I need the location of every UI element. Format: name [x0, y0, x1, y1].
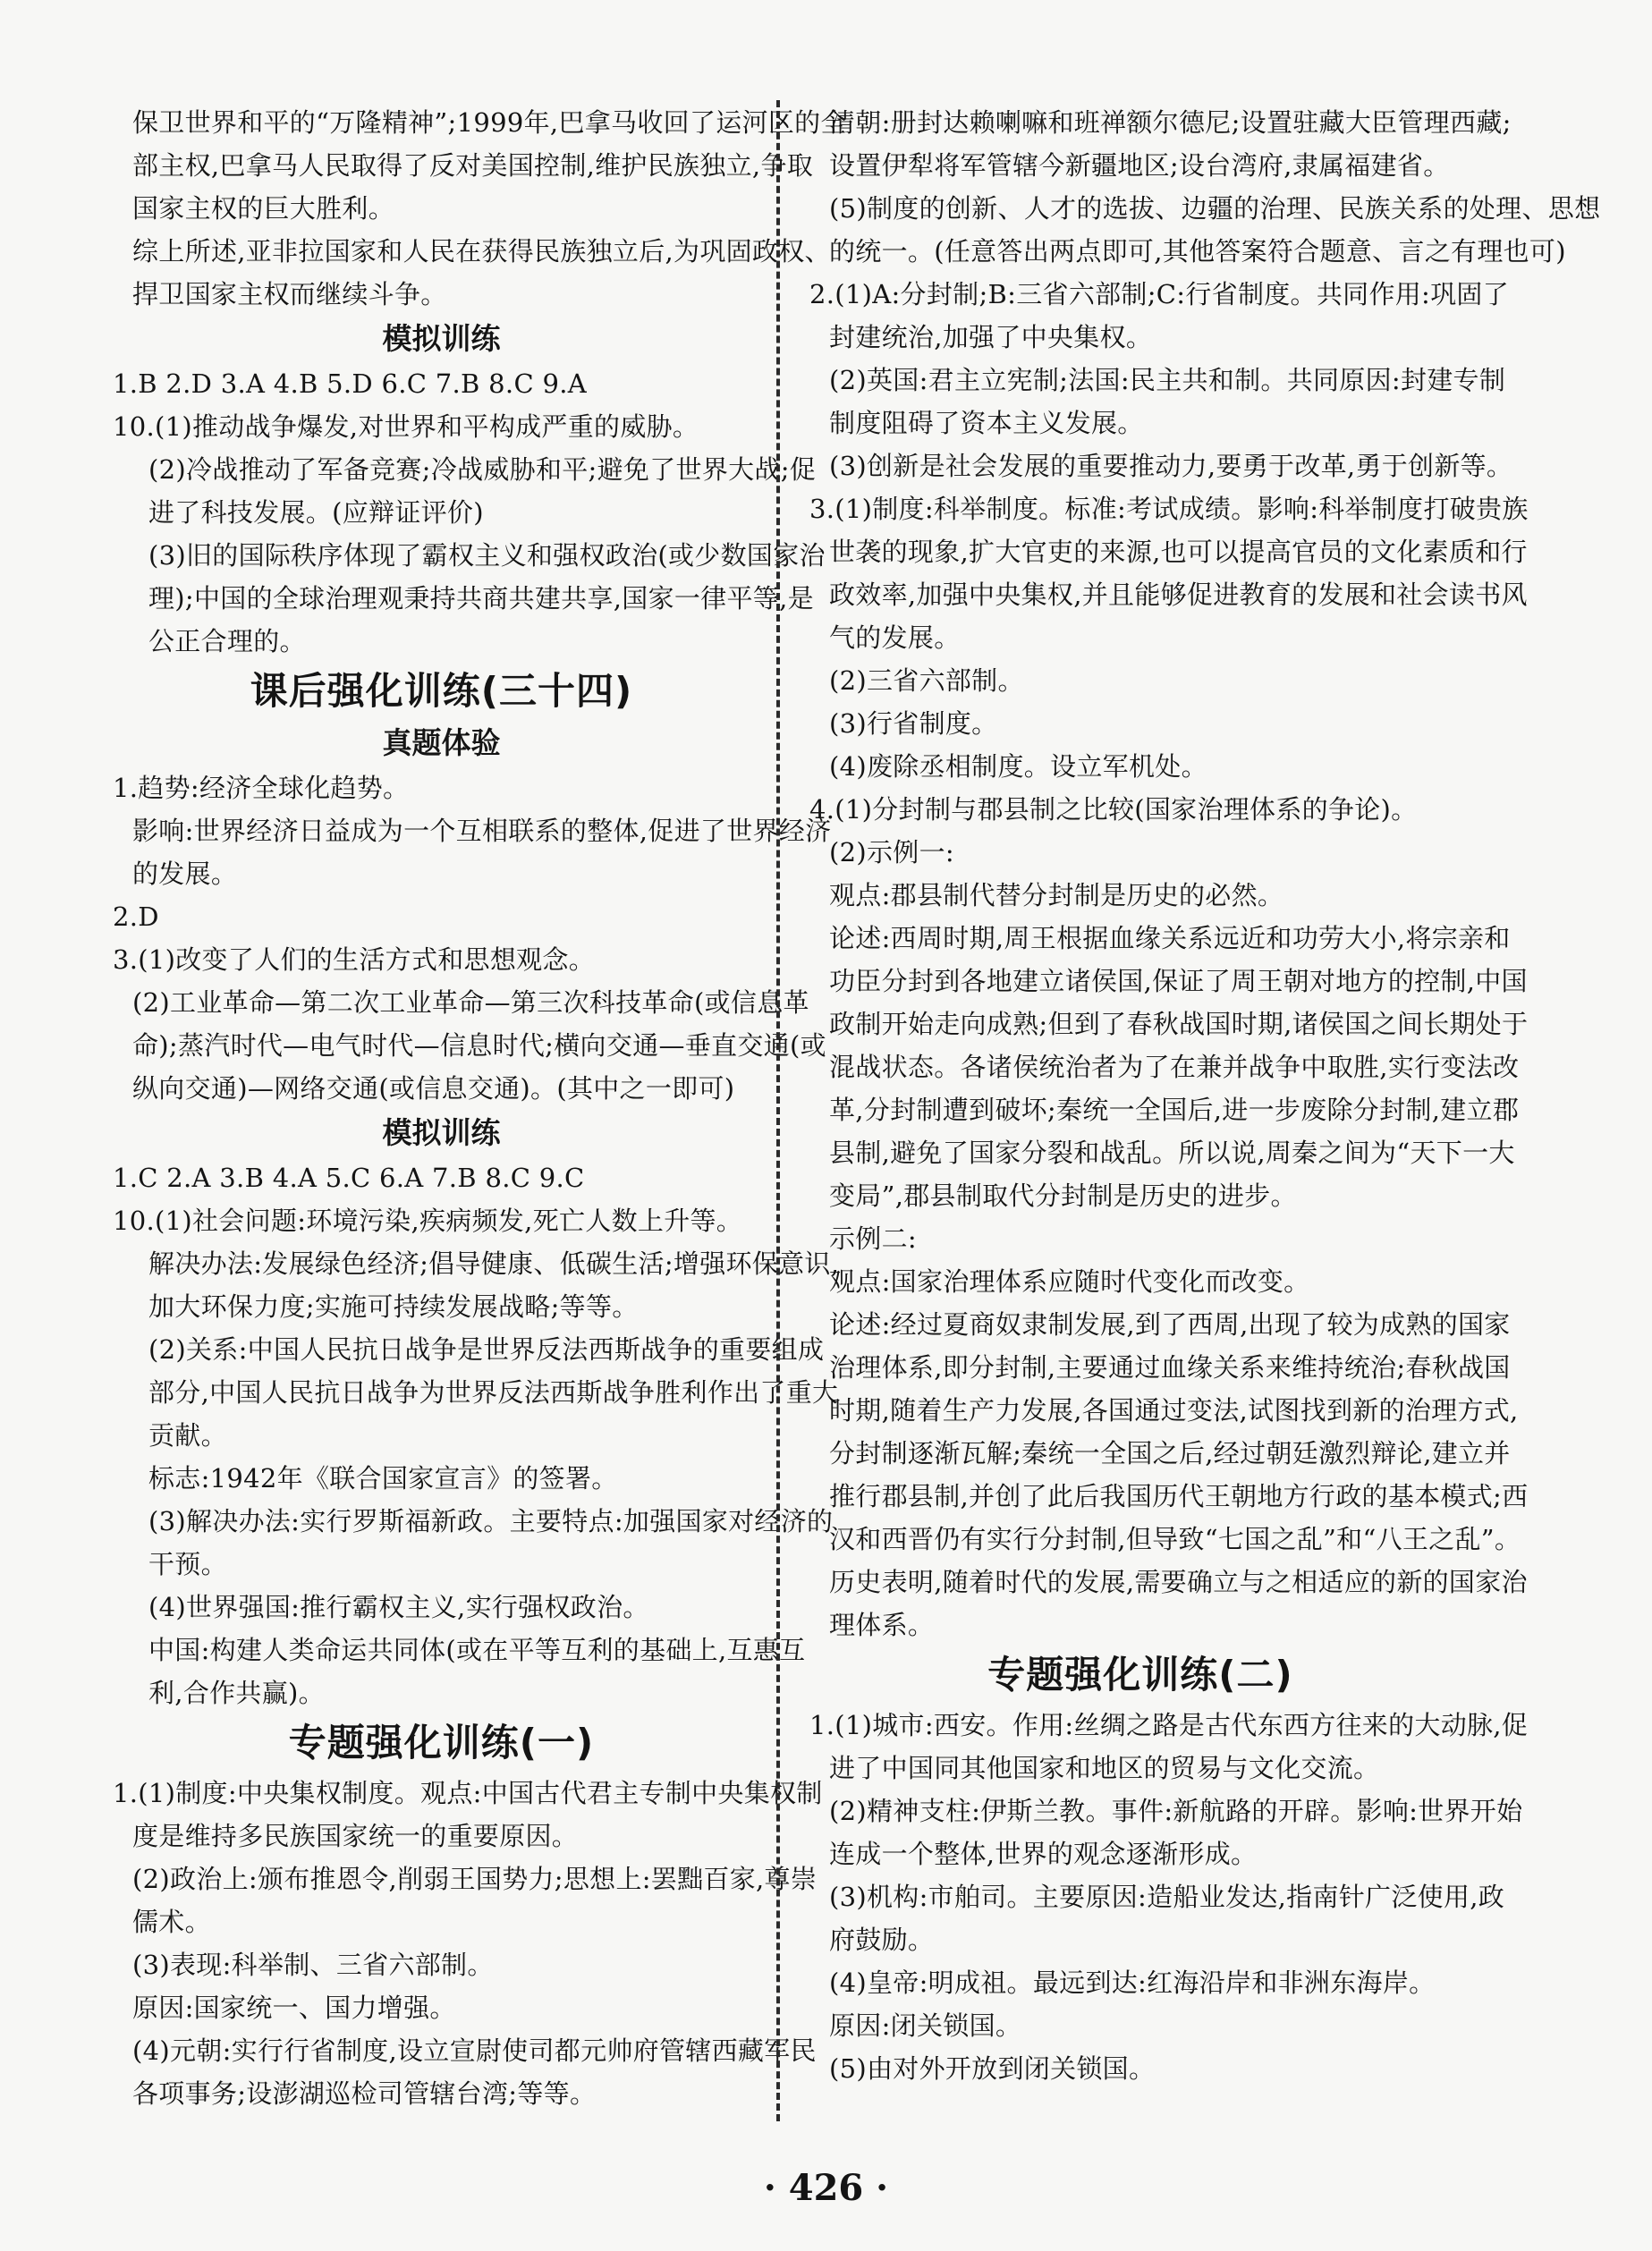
text-line: 10.(1)推动战争爆发,对世界和平构成严重的威胁。: [113, 411, 699, 442]
section-heading: 课后强化训练(三十四): [250, 669, 633, 713]
text-line: 设置伊犁将军管辖今新疆地区;设台湾府,隶属福建省。: [829, 150, 1450, 181]
section-heading: 专题强化训练(一): [288, 1721, 595, 1764]
text-line: 3.(1)制度:科举制度。标准:考试成绩。影响:科举制度打破贵族: [809, 494, 1529, 524]
text-line: (2)冷战推动了军备竞赛;冷战威胁和平;避免了世界大战;促: [148, 454, 817, 485]
text-line: (4)元朝:实行行省制度,设立宣尉使司都元帅府管辖西藏军民: [132, 2035, 817, 2066]
text-line: 4.(1)分封制与郡县制之比较(国家治理体系的争论)。: [809, 794, 1418, 825]
text-line: 度是维持多民族国家统一的重要原因。: [132, 1821, 579, 1851]
text-line: 1.(1)制度:中央集权制度。观点:中国古代君主专制中央集权制: [113, 1778, 823, 1808]
text-line: 利,合作共赢)。: [148, 1678, 325, 1708]
text-line: (2)关系:中国人民抗日战争是世界反法西斯战争的重要组成: [148, 1334, 825, 1365]
text-line: 时期,随着生产力发展,各国通过变法,试图找到新的治理方式,: [829, 1395, 1519, 1426]
text-line: (2)政治上:颁布推恩令,削弱王国势力;思想上:罢黜百家,尊崇: [132, 1864, 818, 1894]
text-line: 清朝:册封达赖喇嘛和班禅额尔德尼;设置驻藏大臣管理西藏;: [829, 107, 1512, 138]
text-line: 治理体系,即分封制,主要通过血缘关系来维持统治;春秋战国: [829, 1352, 1511, 1383]
text-line: (4)世界强国:推行霸权主义,实行强权政治。: [148, 1592, 649, 1622]
text-line: (3)解决办法:实行罗斯福新政。主要特点:加强国家对经济的: [148, 1506, 834, 1536]
text-line: (2)三省六部制。: [829, 665, 1024, 696]
text-line: 标志:1942年《联合国家宣言》的签署。: [148, 1463, 618, 1494]
text-line: (2)工业革命—第二次工业革命—第三次科技革命(或信息革: [132, 987, 809, 1018]
text-line: 1.趋势:经济全球化趋势。: [113, 773, 410, 803]
text-line: (5)制度的创新、人才的选拔、边疆的治理、民族关系的处理、思想: [829, 193, 1601, 224]
text-line: (3)旧的国际秩序体现了霸权主义和强权政治(或少数国家治: [148, 540, 826, 571]
text-line: 政效率,加强中央集权,并且能够促进教育的发展和社会读书风: [829, 580, 1528, 610]
left-column: [113, 101, 847, 2115]
text-line: 儒术。: [132, 1907, 211, 1937]
subsection-heading: 模拟训练: [382, 1115, 501, 1150]
text-line: (2)精神支柱:伊斯兰教。事件:新航路的开辟。影响:世界开始: [829, 1796, 1523, 1826]
text-line: 进了中国同其他国家和地区的贸易与文化交流。: [829, 1753, 1380, 1783]
subsection-heading: 模拟训练: [382, 321, 501, 356]
section-heading: 专题强化训练(二): [987, 1653, 1293, 1697]
text-line: 示例二:: [829, 1223, 917, 1254]
text-line: 制度阻碍了资本主义发展。: [829, 408, 1144, 438]
text-line: (3)创新是社会发展的重要推动力,要勇于改革,勇于创新等。: [829, 451, 1513, 481]
text-line: 保卫世界和平的“万隆精神”;1999年,巴拿马收回了运河区的全: [132, 107, 847, 138]
text-line: 理);中国的全球治理观秉持共商共建共享,国家一律平等,是: [148, 583, 814, 614]
text-line: 封建统治,加强了中央集权。: [829, 322, 1153, 352]
text-line: 干预。: [148, 1549, 227, 1579]
right-column: [809, 101, 1601, 2090]
text-line: 部分,中国人民抗日战争为世界反法西斯战争胜利作出了重大: [148, 1377, 839, 1408]
text-line: 纵向交通)—网络交通(或信息交通)。(其中之一即可): [132, 1073, 735, 1104]
text-line: 贡献。: [148, 1420, 227, 1451]
text-line: 变局”,郡县制取代分封制是历史的进步。: [829, 1181, 1297, 1211]
text-line: 2.(1)A:分封制;B:三省六部制;C:行省制度。共同作用:巩固了: [809, 279, 1510, 309]
text-line: 各项事务;设澎湖巡检司管辖台湾;等等。: [132, 2078, 597, 2109]
text-line: 推行郡县制,并创了此后我国历代王朝地方行政的基本模式;西: [829, 1481, 1529, 1511]
text-line: 理体系。: [829, 1610, 935, 1640]
text-line: 解决办法:发展绿色经济;倡导健康、低碳生活;增强环保意识,: [148, 1248, 840, 1279]
text-line: (3)表现:科举制、三省六部制。: [132, 1950, 494, 1980]
text-line: 进了科技发展。(应辩证评价): [148, 497, 484, 528]
text-line: 论述:西周时期,周王根据血缘关系远近和功劳大小,将宗亲和: [829, 923, 1511, 953]
text-line: 原因:国家统一、国力增强。: [132, 1993, 456, 2023]
text-line: 2.D: [113, 901, 159, 932]
text-line: 国家主权的巨大胜利。: [132, 193, 395, 224]
text-line: 影响:世界经济日益成为一个互相联系的整体,促进了世界经济: [132, 816, 832, 846]
text-line: (3)机构:市舶司。主要原因:造船业发达,指南针广泛使用,政: [829, 1882, 1505, 1912]
text-line: 的统一。(任意答出两点即可,其他答案符合题意、言之有理也可): [829, 236, 1566, 267]
text-line: (3)行省制度。: [829, 708, 998, 739]
text-line: 的发展。: [132, 859, 238, 889]
text-line: 1.C 2.A 3.B 4.A 5.C 6.A 7.B 8.C 9.C: [113, 1163, 585, 1193]
text-line: 汉和西晋仍有实行分封制,但导致“七国之乱”和“八王之乱”。: [829, 1524, 1521, 1554]
text-line: (4)废除丞相制度。设立军机处。: [829, 751, 1207, 782]
text-line: 命);蒸汽时代—电气时代—信息时代;横向交通—垂直交通(或: [132, 1030, 826, 1061]
text-line: 观点:郡县制代替分封制是历史的必然。: [829, 880, 1284, 910]
text-line: 革,分封制遭到破坏;秦统一全国后,进一步废除分封制,建立郡: [829, 1095, 1520, 1125]
text-line: 10.(1)社会问题:环境污染,疾病频发,死亡人数上升等。: [113, 1206, 743, 1236]
text-line: (4)皇帝:明成祖。最远到达:红海沿岸和非洲东海岸。: [829, 1968, 1436, 1998]
text-line: 公正合理的。: [148, 626, 306, 656]
text-line: 综上所述,亚非拉国家和人民在获得民族独立后,为巩固政权、: [132, 236, 831, 267]
text-line: 混战状态。各诸侯统治者为了在兼并战争中取胜,实行变法改: [829, 1052, 1520, 1082]
text-line: 县制,避免了国家分裂和战乱。所以说,周秦之间为“天下一大: [829, 1138, 1515, 1168]
page-number: · 426 ·: [763, 2167, 889, 2209]
text-line: (5)由对外开放到闭关锁国。: [829, 2053, 1156, 2084]
column-divider: [776, 100, 780, 2121]
text-line: 观点:国家治理体系应随时代变化而改变。: [829, 1266, 1310, 1297]
text-line: 中国:构建人类命运共同体(或在平等互利的基础上,互惠互: [148, 1635, 806, 1665]
text-line: 原因:闭关锁国。: [829, 2010, 1022, 2041]
text-line: (2)示例一:: [829, 837, 954, 867]
text-line: 1.(1)城市:西安。作用:丝绸之路是古代东西方往来的大动脉,促: [809, 1710, 1529, 1740]
text-line: 1.B 2.D 3.A 4.B 5.D 6.C 7.B 8.C 9.A: [113, 368, 587, 399]
text-line: (2)英国:君主立宪制;法国:民主共和制。共同原因:封建专制: [829, 365, 1506, 395]
text-line: 分封制逐渐瓦解;秦统一全国之后,经过朝廷激烈辩论,建立并: [829, 1438, 1511, 1468]
text-line: 加大环保力度;实施可持续发展战略;等等。: [148, 1291, 639, 1322]
text-line: 政制开始走向成熟;但到了春秋战国时期,诸侯国之间长期处于: [829, 1009, 1529, 1039]
text-line: 府鼓励。: [829, 1925, 935, 1955]
text-line: 气的发展。: [829, 622, 961, 653]
text-line: 历史表明,随着时代的发展,需要确立与之相适应的新的国家治: [829, 1567, 1528, 1597]
text-line: 捍卫国家主权而继续斗争。: [132, 279, 447, 309]
text-line: 世袭的现象,扩大官吏的来源,也可以提高官员的文化素质和行: [829, 537, 1528, 567]
subsection-heading: 真题体验: [382, 725, 501, 760]
text-line: 功臣分封到各地建立诸侯国,保证了周王朝对地方的控制,中国: [829, 966, 1528, 996]
text-line: 部主权,巴拿马人民取得了反对美国控制,维护民族独立,争取: [132, 150, 814, 181]
text-line: 3.(1)改变了人们的生活方式和思想观念。: [113, 944, 596, 975]
text-line: 连成一个整体,世界的观念逐渐形成。: [829, 1839, 1258, 1869]
text-line: 论述:经过夏商奴隶制发展,到了西周,出现了较为成熟的国家: [829, 1309, 1511, 1340]
